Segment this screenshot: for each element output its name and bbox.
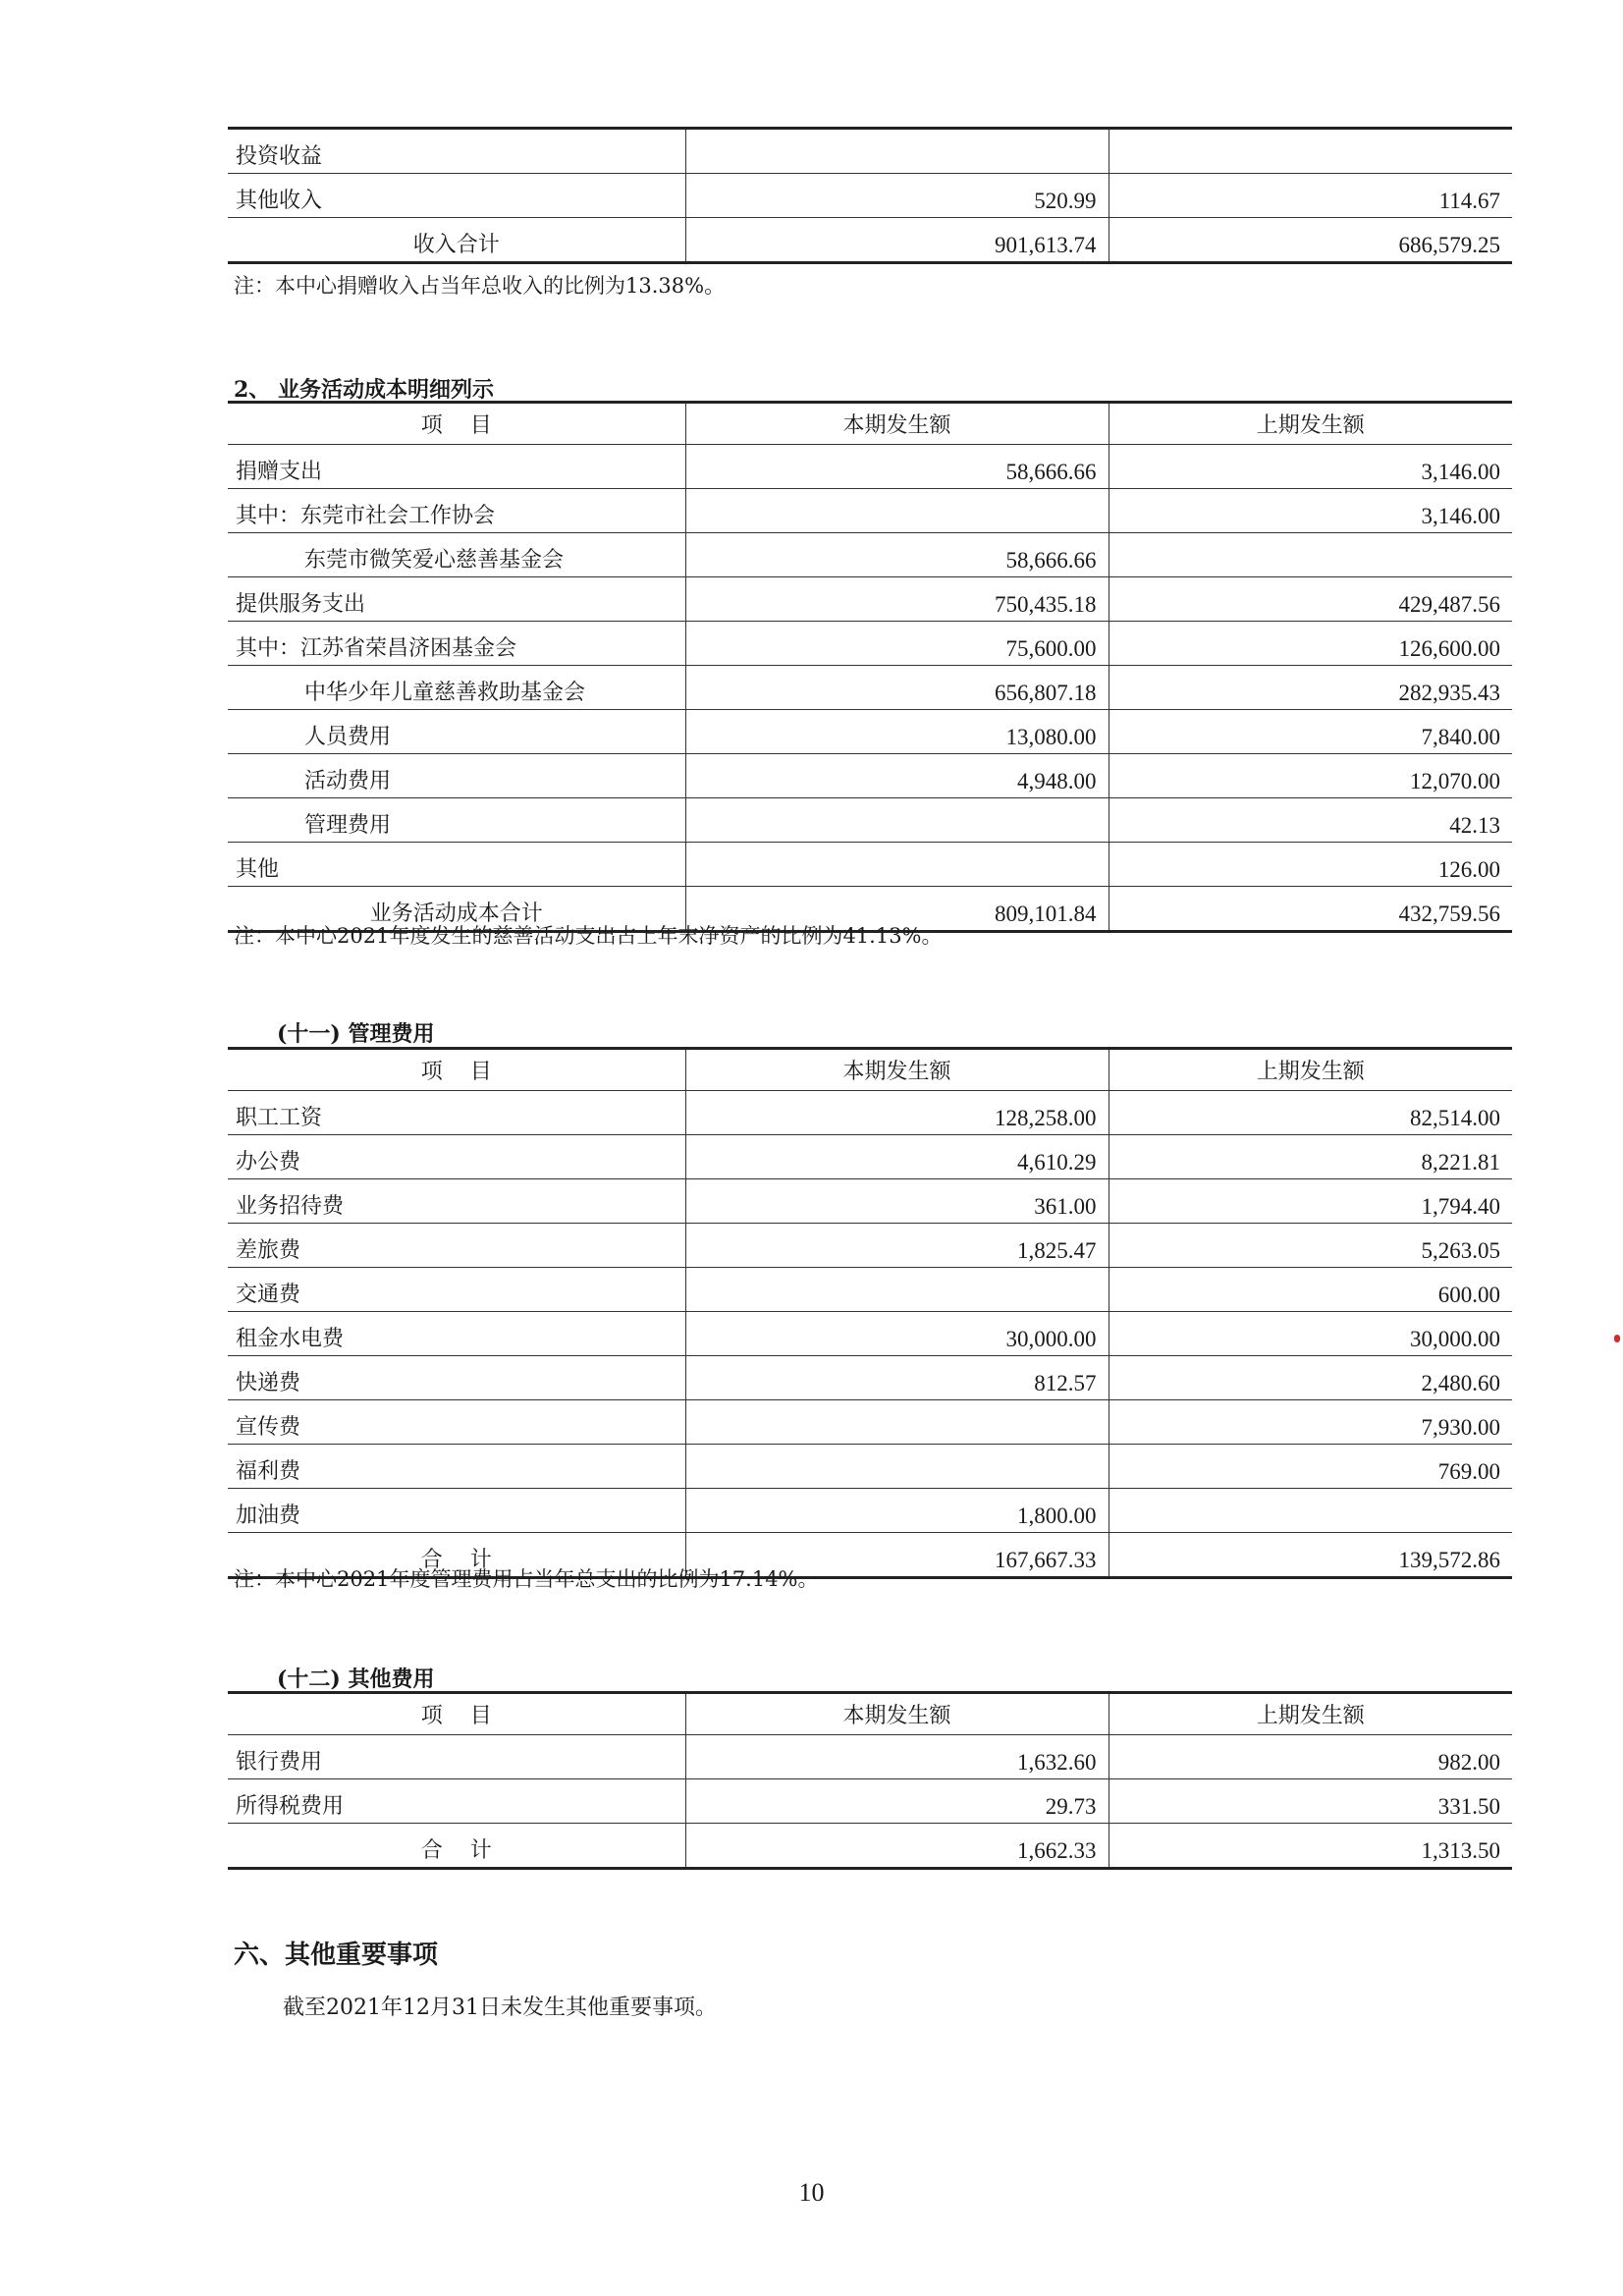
income-table	[228, 127, 1512, 264]
row-current	[685, 843, 1109, 887]
total-label: 合 计	[228, 1824, 685, 1869]
table-row	[228, 1135, 1512, 1179]
row-item: 交通费	[228, 1268, 685, 1312]
row-previous	[1109, 1489, 1512, 1533]
table-row	[228, 577, 1512, 622]
row-previous: 1,794.40	[1109, 1179, 1512, 1224]
table-row	[228, 666, 1512, 710]
row-current: 1,632.60	[685, 1735, 1109, 1779]
row-item: 差旅费	[228, 1224, 685, 1268]
row-item: 活动费用	[228, 754, 685, 798]
table-row	[228, 1445, 1512, 1489]
total-previous: 432,759.56	[1109, 887, 1512, 932]
row-previous: 42.13	[1109, 798, 1512, 843]
row-current: 30,000.00	[685, 1312, 1109, 1356]
row-current: 75,600.00	[685, 622, 1109, 666]
row-item: 职工工资	[228, 1091, 685, 1135]
row-item: 其中：东莞市社会工作协会	[228, 489, 685, 533]
table-row	[228, 1356, 1512, 1400]
row-current: 29.73	[685, 1779, 1109, 1824]
page-number: 10	[798, 2178, 825, 2207]
row-previous: 8,221.81	[1109, 1135, 1512, 1179]
total-current: 1,662.33	[685, 1824, 1109, 1869]
row-previous: 3,146.00	[1109, 489, 1512, 533]
row-item: 提供服务支出	[228, 577, 685, 622]
scan-mark	[1614, 1335, 1620, 1342]
row-item: 加油费	[228, 1489, 685, 1533]
business-cost-note: 注：本中心2021年度发生的慈善活动支出占上年末净资产的比例为41.13%。	[234, 924, 943, 948]
table-row	[228, 533, 1512, 577]
table-header-row	[228, 1049, 1512, 1091]
row-previous: 2,480.60	[1109, 1356, 1512, 1400]
row-previous: 282,935.43	[1109, 666, 1512, 710]
business-cost-table	[228, 401, 1512, 933]
table-row	[228, 1735, 1512, 1779]
business-cost-title: 2、 业务活动成本明细列示	[234, 377, 494, 403]
row-previous: 769.00	[1109, 1445, 1512, 1489]
row-current: 58,666.66	[685, 533, 1109, 577]
row-current: 361.00	[685, 1179, 1109, 1224]
management-fee-note: 注：本中心2021年度管理费用占当年总支出的比例为17.14%。	[234, 1567, 819, 1591]
header-current: 本期发生额	[685, 403, 1109, 445]
row-item: 中华少年儿童慈善救助基金会	[228, 666, 685, 710]
table-row	[228, 174, 1512, 218]
total-label: 业务活动成本合计	[228, 887, 685, 932]
table-row	[228, 754, 1512, 798]
row-item: 银行费用	[228, 1735, 685, 1779]
row-previous: 30,000.00	[1109, 1312, 1512, 1356]
header-previous: 上期发生额	[1109, 403, 1512, 445]
row-previous: 7,840.00	[1109, 710, 1512, 754]
management-fee-table	[228, 1047, 1512, 1579]
row-previous: 429,487.56	[1109, 577, 1512, 622]
total-row	[228, 1824, 1512, 1869]
row-current: 13,080.00	[685, 710, 1109, 754]
table-row	[228, 798, 1512, 843]
table-header-row	[228, 1693, 1512, 1735]
table-header-row	[228, 403, 1512, 445]
total-previous: 139,572.86	[1109, 1533, 1512, 1578]
row-previous: 331.50	[1109, 1779, 1512, 1824]
header-item: 项 目	[228, 1693, 685, 1735]
row-previous: 982.00	[1109, 1735, 1512, 1779]
total-current: 167,667.33	[685, 1533, 1109, 1578]
table-row	[228, 1489, 1512, 1533]
row-previous: 114.67	[1109, 174, 1512, 218]
row-current: 4,948.00	[685, 754, 1109, 798]
header-item: 项 目	[228, 1049, 685, 1091]
row-item: 快递费	[228, 1356, 685, 1400]
section-6-text: 截至2021年12月31日未发生其他重要事项。	[283, 1995, 717, 2020]
table-row	[228, 1091, 1512, 1135]
management-fee-title: (十一) 管理费用	[277, 1021, 435, 1047]
row-current: 1,825.47	[685, 1224, 1109, 1268]
row-current	[685, 1268, 1109, 1312]
row-previous: 5,263.05	[1109, 1224, 1512, 1268]
row-previous: 3,146.00	[1109, 445, 1512, 489]
total-label: 合 计	[228, 1533, 685, 1578]
row-item: 福利费	[228, 1445, 685, 1489]
table-row	[228, 1224, 1512, 1268]
total-current: 901,613.74	[685, 218, 1109, 263]
row-current	[685, 798, 1109, 843]
row-item: 办公费	[228, 1135, 685, 1179]
row-item: 其他收入	[228, 174, 685, 218]
total-previous: 686,579.25	[1109, 218, 1512, 263]
row-previous	[1109, 129, 1512, 174]
row-current: 58,666.66	[685, 445, 1109, 489]
row-current	[685, 489, 1109, 533]
row-item: 管理费用	[228, 798, 685, 843]
row-previous: 12,070.00	[1109, 754, 1512, 798]
table-row	[228, 1400, 1512, 1445]
total-current: 809,101.84	[685, 887, 1109, 932]
row-item: 其中：江苏省荣昌济困基金会	[228, 622, 685, 666]
row-current: 520.99	[685, 174, 1109, 218]
income-note: 注：本中心捐赠收入占当年总收入的比例为13.38%。	[234, 274, 726, 298]
row-item: 宣传费	[228, 1400, 685, 1445]
row-current: 656,807.18	[685, 666, 1109, 710]
table-row	[228, 1312, 1512, 1356]
row-current: 1,800.00	[685, 1489, 1109, 1533]
row-previous: 82,514.00	[1109, 1091, 1512, 1135]
table-row	[228, 445, 1512, 489]
other-fee-title: (十二) 其他费用	[277, 1667, 435, 1692]
other-fee-table	[228, 1691, 1512, 1870]
row-current	[685, 1400, 1109, 1445]
row-previous: 126.00	[1109, 843, 1512, 887]
row-current: 812.57	[685, 1356, 1109, 1400]
row-item: 其他	[228, 843, 685, 887]
header-current: 本期发生额	[685, 1693, 1109, 1735]
total-row	[228, 218, 1512, 263]
header-previous: 上期发生额	[1109, 1049, 1512, 1091]
row-item: 投资收益	[228, 129, 685, 174]
table-row	[228, 489, 1512, 533]
row-previous	[1109, 533, 1512, 577]
table-row	[228, 1779, 1512, 1824]
row-item: 人员费用	[228, 710, 685, 754]
section-6-title: 六、其他重要事项	[234, 1941, 439, 1970]
row-current: 128,258.00	[685, 1091, 1109, 1135]
table-row	[228, 1179, 1512, 1224]
header-item: 项 目	[228, 403, 685, 445]
row-previous: 126,600.00	[1109, 622, 1512, 666]
row-previous: 7,930.00	[1109, 1400, 1512, 1445]
table-row	[228, 1268, 1512, 1312]
header-current: 本期发生额	[685, 1049, 1109, 1091]
row-current	[685, 129, 1109, 174]
table-row	[228, 710, 1512, 754]
row-item: 所得税费用	[228, 1779, 685, 1824]
row-current: 4,610.29	[685, 1135, 1109, 1179]
header-previous: 上期发生额	[1109, 1693, 1512, 1735]
table-row	[228, 843, 1512, 887]
row-item: 租金水电费	[228, 1312, 685, 1356]
row-current: 750,435.18	[685, 577, 1109, 622]
table-row	[228, 129, 1512, 174]
row-item: 东莞市微笑爱心慈善基金会	[228, 533, 685, 577]
total-label: 收入合计	[228, 218, 685, 263]
row-current	[685, 1445, 1109, 1489]
table-row	[228, 622, 1512, 666]
total-previous: 1,313.50	[1109, 1824, 1512, 1869]
row-previous: 600.00	[1109, 1268, 1512, 1312]
row-item: 捐赠支出	[228, 445, 685, 489]
row-item: 业务招待费	[228, 1179, 685, 1224]
